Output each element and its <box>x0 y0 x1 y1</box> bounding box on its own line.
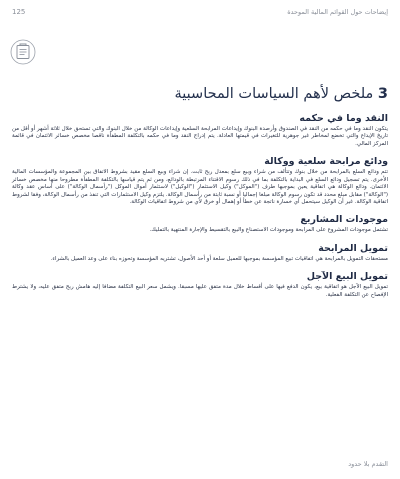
subsection-title: ودائع مرابحة سلعية ووكالة <box>264 156 388 168</box>
page-number: 125 <box>12 8 26 16</box>
subsection-project-assets <box>12 214 388 234</box>
subsection-cash <box>12 113 388 148</box>
subsection-title: تمويل المرابحة <box>318 242 388 254</box>
subsection-body: يتكون النقد وما في حكمه من النقد في الصندوق وأرصدة البنوك وإيداعات المرابحة السلعية وإيداعات الوكالة من خلال البنوك والتي تستحق خلال ثلاثة أشهر أو أقل من تاريخ الإيداع والتي تخضع لمخاطر غير جوهرية للتغيرات في قيمتها العادلة. يتم إدراج النقد وما في حكمه بالتكلفة المطفأة ناقصا مخصص خسائر الائتمان في قائمة المركز المالي. <box>12 126 388 147</box>
content <box>12 113 388 307</box>
subsection-deposits <box>12 156 388 206</box>
document-icon <box>10 39 36 65</box>
subsection-body: تتم ودائع السلع بالمرابحة من خلال بنوك وتتألف من شراء وبيع سلع بمعدل ربح ثابت. إن شراء وبيع السلع مقيد بشروط الاتفاق بين المجموعة والمؤسسات المالية الأخرى. يتم تسجيل ودائع السلع في البداية بالتكلفة بما في ذلك رسوم الاقتناء المرتبطة بالودائع، ومن ثم يتم قياسها بالتكلفة المطفأة مطروحا منها مخصص خسائر الائتمان. ودائع الوكالة هي اتفاقية يعين بموجبها طرف ("الموكل") وكيل الاستثمار ("الوكيل") لاستثمار أموال الموكل ("رأسمال الوكالة") على أساس عقد وكالة ("الوكالة") مقابل مبلغ محدد قد تكون رسوم الوكالة مبلغا إجماليا أو نسبة ثابتة من رأسمال الوكالة. يلتزم وكيل الاستثمارات التي تنفذ من رأسمال الوكالة، وفقا لشروط اتفاقية الوكالة. غير أن الوكيل سيتحمل أي خسارة ناتجة عن خطأ أو إهمال أو خرق لأي من شروط اتفاقيات الوكالة. <box>12 169 388 205</box>
subsection-deferred-sale <box>12 271 388 299</box>
section-number: 3 <box>377 86 388 102</box>
section-heading <box>175 86 388 102</box>
subsection-title: موجودات المشاريع <box>300 214 388 226</box>
subsection-body: تشتمل موجودات المشروع على المرابحة وموجودات الاستصناع والبيع بالتقسيط والإجارة المنتهية بالتمليك. <box>149 227 388 234</box>
running-header: إيضاحات حول القوائم المالية الموحدة <box>287 8 388 16</box>
subsection-murabaha <box>12 243 388 263</box>
subsection-body: مستحقات التمويل بالمرابحة هي اتفاقيات تبيع المؤسسة بموجبها للعميل سلعة أو أحد الأصول، تشتريه المؤسسة وتحوزه بناء على وعد العميل بالشراء. <box>50 255 388 262</box>
subsection-title: تمويل البيع الآجل <box>306 271 388 283</box>
subsection-title: النقد وما في حكمه <box>299 113 388 124</box>
footer-text: التقدم بلا حدود <box>348 460 388 468</box>
subsection-body: تمويل البيع الآجل هو اتفاقية بيع، يكون الدفع فيها على أقساط خلال مدة متفق عليها مسبقا. ويشمل سعر البيع التكلفة مضافا إليه هامش ربح متفق عليه، ولا يشترط الإفصاح عن التكلفة الفعلية. <box>12 284 388 298</box>
section-title: ملخص لأهم السياسات المحاسبية <box>174 86 374 102</box>
